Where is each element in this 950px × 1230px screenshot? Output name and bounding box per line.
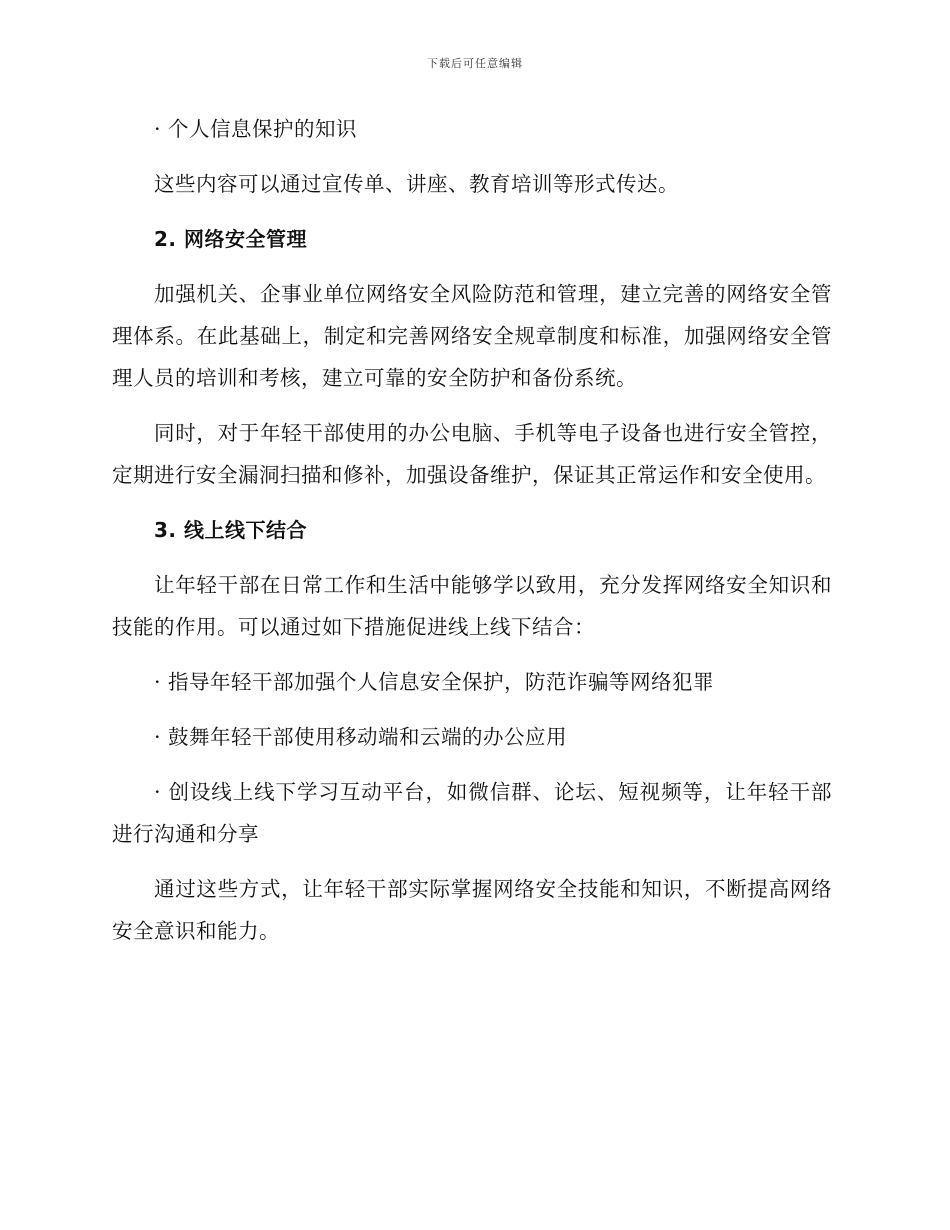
bullet-platform: · 创设线上线下学习互动平台，如微信群、论坛、短视频等，让年轻干部进行沟通和分享 bbox=[112, 780, 832, 846]
header-note: 下载后可任意编辑 bbox=[427, 57, 523, 70]
paragraph-conclusion: 通过这些方式，让年轻干部实际掌握网络安全技能和知识，不断提高网络安全意识和能力。 bbox=[112, 877, 832, 943]
paragraph-online-offline: 让年轻干部在日常工作和生活中能够学以致用，充分发挥网络安全知识和技能的作用。可以通过如下措施促进线上线下结合： bbox=[112, 573, 832, 639]
section-heading-3: 3. 线上线下结合 bbox=[154, 518, 307, 542]
paragraph-management: 加强机关、企事业单位网络安全风险防范和管理，建立完善的网络安全管理体系。在此基础上，制定和完善网络安全规章制度和标准，加强网络安全管理人员的培训和考核，建立可靠的安全防护和备份系统。 bbox=[112, 282, 832, 390]
bullet-encourage: · 鼓舞年轻干部使用移动端和云端的办公应用 bbox=[154, 725, 568, 749]
section-heading-2: 2. 网络安全管理 bbox=[154, 227, 307, 251]
paragraph-devices: 同时，对于年轻干部使用的办公电脑、手机等电子设备也进行安全管控，定期进行安全漏洞扫描和修补，加强设备维护，保证其正常运作和安全使用。 bbox=[112, 421, 832, 487]
bullet-personal-info: · 个人信息保护的知识 bbox=[154, 117, 358, 141]
paragraph-channels: 这些内容可以通过宣传单、讲座、教育培训等形式传达。 bbox=[154, 172, 679, 196]
bullet-guide: · 指导年轻干部加强个人信息安全保护，防范诈骗等网络犯罪 bbox=[154, 670, 715, 694]
document-body bbox=[112, 108, 832, 965]
